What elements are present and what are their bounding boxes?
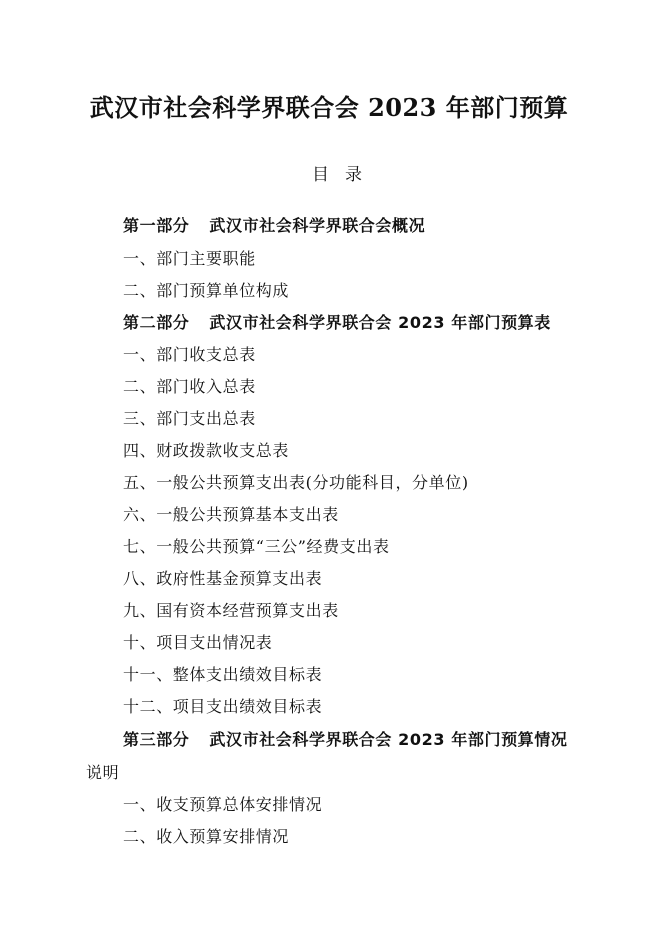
part-3-label: 第三部分: [123, 730, 190, 749]
part-3-text: 武汉市社会科学界联合会 2023 年部门预算情况: [209, 730, 568, 749]
toc-item[interactable]: 七、一般公共预算“三公”经费支出表: [123, 537, 390, 556]
toc-item[interactable]: 四、财政拨款收支总表: [123, 441, 290, 460]
part-1-text: 武汉市社会科学界联合会概况: [209, 216, 426, 235]
toc-item[interactable]: 一、部门主要职能: [123, 249, 256, 268]
toc-item[interactable]: 二、部门收入总表: [123, 377, 256, 396]
toc-part-3[interactable]: [123, 730, 567, 750]
document-title: 武汉市社会科学界联合会 2023 年部门预算: [89, 93, 569, 122]
toc-item[interactable]: 九、国有资本经营预算支出表: [123, 601, 339, 620]
toc-item[interactable]: 五、一般公共预算支出表(分功能科目，分单位): [123, 473, 469, 492]
part-2-text: 武汉市社会科学界联合会 2023 年部门预算表: [209, 313, 551, 332]
toc-item[interactable]: 二、部门预算单位构成: [123, 281, 290, 300]
toc-item[interactable]: 八、政府性基金预算支出表: [123, 569, 323, 588]
toc-item[interactable]: 六、一般公共预算基本支出表: [123, 505, 339, 524]
toc-item[interactable]: 十一、整体支出绩效目标表: [123, 665, 323, 684]
toc-item[interactable]: 三、部门支出总表: [123, 409, 256, 428]
toc-part-2[interactable]: [123, 313, 551, 333]
part-2-label: 第二部分: [123, 313, 190, 332]
toc-item[interactable]: 十、项目支出情况表: [123, 633, 273, 652]
toc-part-3-continued[interactable]: 说明: [86, 763, 120, 782]
toc-item[interactable]: 一、部门收支总表: [123, 345, 256, 364]
toc-item[interactable]: 二、收入预算安排情况: [123, 827, 290, 846]
toc-part-1[interactable]: [123, 216, 425, 236]
toc-item[interactable]: 一、收支预算总体安排情况: [123, 795, 323, 814]
part-1-label: 第一部分: [123, 216, 190, 235]
toc-item[interactable]: 十二、项目支出绩效目标表: [123, 697, 323, 716]
toc-heading: 目录: [312, 165, 378, 185]
